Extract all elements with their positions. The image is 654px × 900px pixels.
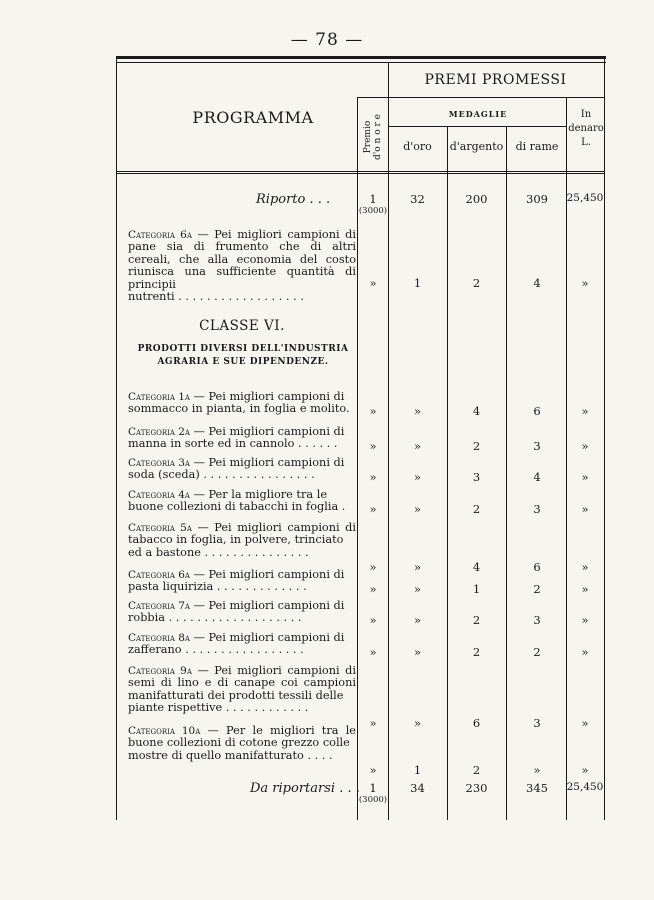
riporto-oro: 32 bbox=[410, 192, 425, 206]
categoria-3-argento: 3 bbox=[472, 470, 481, 485]
cat6-argento: 2 bbox=[472, 276, 481, 290]
categoria-9-description: Categoria 9a — Pei migliori campioni di semi di lino e di canape coi campioni manifatturati dei prodotti tessili delle piante rispettive . . . . . . . . . . . . bbox=[128, 664, 356, 715]
categoria-4-description: Categoria 4a — Per la migliore tra le buone collezioni di tabacchi in foglia . bbox=[128, 488, 346, 514]
denaro-header: In denaro L. bbox=[568, 109, 604, 148]
premio-onore-header: Premio d'o n o r e bbox=[363, 114, 383, 160]
categoria-4-argento: 2 bbox=[472, 502, 481, 517]
da-riportarsi-premio-sub: (3000) bbox=[358, 795, 388, 805]
programma-header: PROGRAMMA bbox=[192, 108, 314, 127]
cat6-description: Categoria 6a — Pei migliori campioni di pane sia di frumento che di altri cereali, che alla economia del costo riunisca una sufficiente quantità di principii nutrenti . . . . . . . . . . . . . . . . . . bbox=[128, 228, 356, 304]
categoria-8-rame: 2 bbox=[533, 645, 541, 660]
categoria-4-premio: » bbox=[369, 502, 377, 517]
categoria-10-description: Categoria 10a — Per le migliori tra le buone collezioni di cotone grezzo colle mostre di quello manifatturato . . . . bbox=[128, 724, 356, 762]
da-riportarsi-oro: 34 bbox=[410, 781, 425, 795]
categoria-7-denaro: » bbox=[581, 613, 589, 628]
categoria-7-oro: » bbox=[413, 613, 422, 628]
da-riportarsi-premio: 1 bbox=[369, 781, 377, 795]
categoria-7-rame: 3 bbox=[533, 613, 541, 628]
categoria-10-argento: 2 bbox=[472, 763, 481, 778]
riporto-argento: 200 bbox=[465, 192, 488, 206]
categoria-6-rame: 2 bbox=[533, 582, 541, 597]
categoria-10-rame: » bbox=[533, 763, 541, 778]
categoria-5-argento: 4 bbox=[472, 560, 481, 575]
categoria-7-premio: » bbox=[369, 613, 377, 628]
categoria-8-oro: » bbox=[413, 645, 422, 660]
categoria-7-argento: 2 bbox=[472, 613, 481, 628]
categoria-2-rame: 3 bbox=[533, 439, 541, 454]
categoria-5-oro: » bbox=[413, 560, 422, 575]
categoria-8-description: Categoria 8a — Pei migliori campioni di zafferano . . . . . . . . . . . . . . . . . bbox=[128, 631, 345, 657]
categoria-6-denaro: » bbox=[581, 582, 589, 597]
categoria-1-rame: 6 bbox=[533, 404, 541, 419]
categoria-6-description: Categoria 6a — Pei migliori campioni di pasta liquirizia . . . . . . . . . . . . . bbox=[128, 568, 345, 594]
categoria-5-premio: » bbox=[369, 560, 377, 575]
oro-header: d'oro bbox=[403, 140, 432, 153]
categoria-8-argento: 2 bbox=[472, 645, 481, 660]
da-riportarsi-rame: 345 bbox=[526, 781, 548, 795]
classe-title: CLASSE VI. bbox=[199, 318, 285, 334]
categoria-1-premio: » bbox=[369, 404, 377, 419]
categoria-5-denaro: » bbox=[581, 560, 589, 575]
rame-header: di rame bbox=[515, 140, 559, 153]
da-riportarsi-label: Da riportarsi . . . bbox=[250, 781, 360, 796]
categoria-3-rame: 4 bbox=[533, 470, 541, 485]
categoria-2-denaro: » bbox=[581, 439, 589, 454]
categoria-1-argento: 4 bbox=[472, 404, 481, 419]
categoria-10-oro: 1 bbox=[413, 763, 422, 778]
categoria-5-description: Categoria 5a — Pei migliori campioni di tabacco in foglia, in polvere, trinciato ed a bastone . . . . . . . . . . . . . . . bbox=[128, 521, 356, 559]
argento-header: d'argento bbox=[449, 140, 504, 153]
categoria-1-denaro: » bbox=[581, 404, 589, 419]
categoria-4-denaro: » bbox=[581, 502, 589, 517]
categoria-9-denaro: » bbox=[581, 715, 589, 730]
riporto-premio-sub: (3000) bbox=[358, 206, 388, 216]
riporto-denaro: 25,450 bbox=[566, 192, 604, 204]
premi-promessi-header: PREMI PROMESSI bbox=[424, 72, 567, 88]
da-riportarsi-argento: 230 bbox=[465, 781, 488, 795]
categoria-2-description: Categoria 2a — Pei migliori campioni di manna in sorte ed in cannolo . . . . . . bbox=[128, 425, 345, 451]
categoria-9-rame: 3 bbox=[533, 715, 541, 730]
cat6-rame: 4 bbox=[533, 276, 541, 290]
riporto-premio: 1 bbox=[369, 192, 377, 206]
riporto-label: Riporto . . . bbox=[256, 192, 331, 207]
categoria-1-oro: » bbox=[413, 404, 422, 419]
categoria-8-denaro: » bbox=[581, 645, 589, 660]
categoria-2-argento: 2 bbox=[472, 439, 481, 454]
categoria-2-premio: » bbox=[369, 439, 377, 454]
sezione-title: PRODOTTI DIVERSI DELL'INDUSTRIA AGRARIA E SUE DIPENDENZE. bbox=[137, 344, 349, 367]
categoria-4-rame: 3 bbox=[533, 502, 541, 517]
categoria-6-oro: » bbox=[413, 582, 422, 597]
page-number: — 78 — bbox=[290, 30, 364, 50]
medaglie-header: MEDAGLIE bbox=[448, 109, 508, 119]
categoria-3-premio: » bbox=[369, 470, 377, 485]
categoria-7-description: Categoria 7a — Pei migliori campioni di robbia . . . . . . . . . . . . . . . . . . . bbox=[128, 599, 345, 625]
riporto-rame: 309 bbox=[526, 192, 548, 206]
categoria-2-oro: » bbox=[413, 439, 422, 454]
categoria-6-premio: » bbox=[369, 582, 377, 597]
categoria-5-rame: 6 bbox=[533, 560, 541, 575]
cat6-premio: » bbox=[369, 276, 377, 290]
categoria-3-description: Categoria 3a — Pei migliori campioni di soda (sceda) . . . . . . . . . . . . . . . . bbox=[128, 456, 345, 482]
categoria-9-oro: » bbox=[413, 715, 422, 730]
categoria-10-denaro: » bbox=[581, 763, 589, 778]
cat6-oro: 1 bbox=[413, 276, 422, 290]
categoria-9-premio: » bbox=[369, 715, 377, 730]
categoria-10-premio: » bbox=[369, 763, 377, 778]
categoria-4-oro: » bbox=[413, 502, 422, 517]
categoria-8-premio: » bbox=[369, 645, 377, 660]
categoria-3-denaro: » bbox=[581, 470, 589, 485]
cat6-denaro: » bbox=[581, 276, 589, 290]
categoria-1-description: Categoria 1a — Pei migliori campioni di sommacco in pianta, in foglia e molito. bbox=[128, 390, 350, 416]
categoria-9-argento: 6 bbox=[472, 715, 481, 730]
da-riportarsi-denaro: 25,450 bbox=[566, 781, 604, 793]
categoria-6-argento: 1 bbox=[472, 582, 481, 597]
categoria-3-oro: » bbox=[413, 470, 422, 485]
